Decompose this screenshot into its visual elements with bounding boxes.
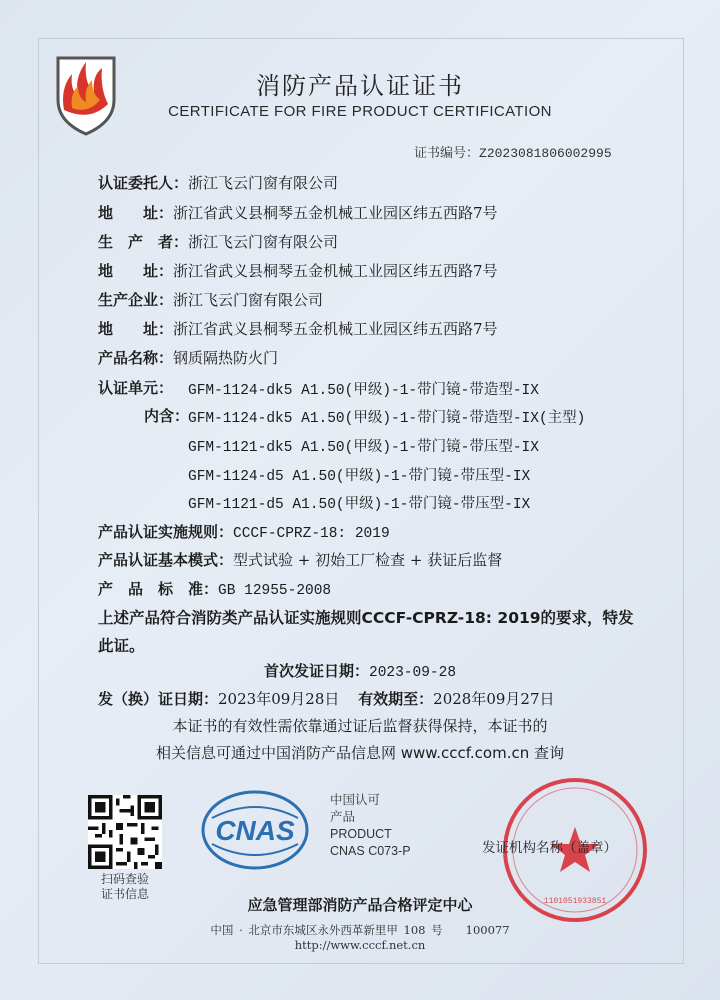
enterprise-value: 浙江飞云门窗有限公司 (173, 291, 324, 309)
statement-line-1: 上述产品符合消防类产品认证实施规则CCCF-CPRZ-18: 2019的要求，特发 (98, 609, 634, 627)
unit-item: GFM-1124-d5 A1.50(甲级)-1-带门镜-带压型-IX (188, 469, 531, 485)
unit-item: GFM-1121-dk5 A1.50(甲级)-1-带门镜-带压型-IX (188, 440, 539, 456)
address-label: 地 址： (98, 320, 174, 338)
footer-contact (0, 922, 720, 952)
unit-item: GFM-1124-dk5 A1.50(甲级)-1-带门镜-带造型-IX (188, 383, 539, 399)
producer-label: 生 产 者： (98, 233, 189, 251)
standard-row (98, 578, 331, 599)
enterprise-label: 生产企业： (98, 291, 174, 309)
client-value: 浙江飞云门窗有限公司 (188, 174, 339, 192)
notice-line-1: 本证书的有效性需依靠通过证后监督获得保持，本证书的 (172, 717, 548, 735)
enterprise-address-row (98, 318, 498, 339)
stamp-code: 1101051933851 (543, 897, 607, 906)
cnas-info (330, 792, 411, 860)
product-label: 产品名称： (98, 349, 174, 367)
valid-until-value: 2028年09月27日 (433, 690, 555, 708)
qr-code-icon[interactable] (88, 795, 162, 869)
contains-label: 内含： (144, 407, 190, 425)
certificate-number-label: 证书编号： (414, 146, 480, 161)
contains-label-row (144, 405, 189, 426)
product-value: 钢质隔热防火门 (173, 349, 279, 367)
certificate-number (414, 142, 612, 161)
title-english: CERTIFICATE FOR FIRE PRODUCT CERTIFICATION (168, 103, 552, 120)
address-label: 地 址： (98, 262, 174, 280)
unit-item: GFM-1121-d5 A1.50(甲级)-1-带门镜-带压型-IX (188, 497, 531, 513)
certificate-number-value: Z2023081806002995 (479, 146, 612, 161)
cnas-logo (200, 788, 310, 872)
issuer-label: 发证机构名称（盖章） (482, 840, 617, 856)
qr-caption-line-1: 扫码查验 (100, 872, 149, 886)
unit-label: 认证单元： (98, 379, 174, 397)
producer-address-value: 浙江省武义县桐琴五金机械工业园区纬五西路7号 (173, 262, 498, 280)
cnas-line-2: 产品 (330, 810, 356, 824)
issue-date-value: 2023年09月28日 (218, 690, 340, 708)
issuing-organization: 应急管理部消防产品合格评定中心 (247, 896, 473, 914)
client-label: 认证委托人： (98, 174, 189, 192)
standard-label: 产 品 标 准： (98, 580, 219, 598)
client-address-value: 浙江省武义县桐琴五金机械工业园区纬五西路7号 (173, 204, 498, 222)
statement-line-2: 此证。 (98, 637, 145, 655)
client-address-row (98, 202, 498, 223)
rule-label: 产品认证实施规则： (98, 523, 234, 541)
producer-row (98, 231, 338, 252)
mode-row (98, 549, 502, 570)
first-issue-date (0, 660, 720, 681)
footer-website[interactable]: http://www.cccf.net.cn (294, 938, 426, 952)
notice-line-2: 相关信息可通过中国消防产品信息网 www.cccf.com.cn 查询 (156, 744, 564, 762)
first-issue-value: 2023-09-28 (369, 665, 457, 681)
enterprise-address-value: 浙江省武义县桐琴五金机械工业园区纬五西路7号 (173, 320, 498, 338)
cnas-line-1: 中国认可 (330, 793, 381, 807)
address-label: 地 址： (98, 204, 174, 222)
valid-until-label: 有效期至： (358, 690, 434, 708)
unit-item: GFM-1124-dk5 A1.50(甲级)-1-带门镜-带造型-IX(主型) (188, 411, 586, 427)
mode-value: 型式试验 + 初始工厂检查 + 获证后监督 (233, 551, 503, 569)
enterprise-row (98, 289, 323, 310)
issue-date-label: 发（换）证日期： (98, 690, 219, 708)
cnas-logo-text: CNAS (215, 815, 295, 846)
rule-value: CCCF-CPRZ-18: 2019 (233, 526, 390, 542)
cnas-line-4: CNAS C073-P (330, 844, 411, 858)
footer-address: 中国 · 北京市东城区永外西革新里甲 108 号 100077 (210, 923, 510, 937)
rule-row (98, 521, 390, 542)
client-row (98, 172, 338, 193)
producer-address-row (98, 260, 498, 281)
standard-value: GB 12955-2008 (218, 583, 332, 599)
mode-label: 产品认证基本模式： (98, 551, 234, 569)
product-row (98, 347, 278, 368)
cnas-line-3: PRODUCT (330, 827, 392, 841)
qr-caption-line-2: 证书信息 (100, 887, 149, 901)
producer-value: 浙江飞云门窗有限公司 (188, 233, 339, 251)
unit-label-row (98, 377, 173, 398)
title-chinese: 消防产品认证证书 (256, 72, 464, 100)
first-issue-label: 首次发证日期： (263, 662, 369, 680)
issue-valid-row (98, 688, 555, 709)
